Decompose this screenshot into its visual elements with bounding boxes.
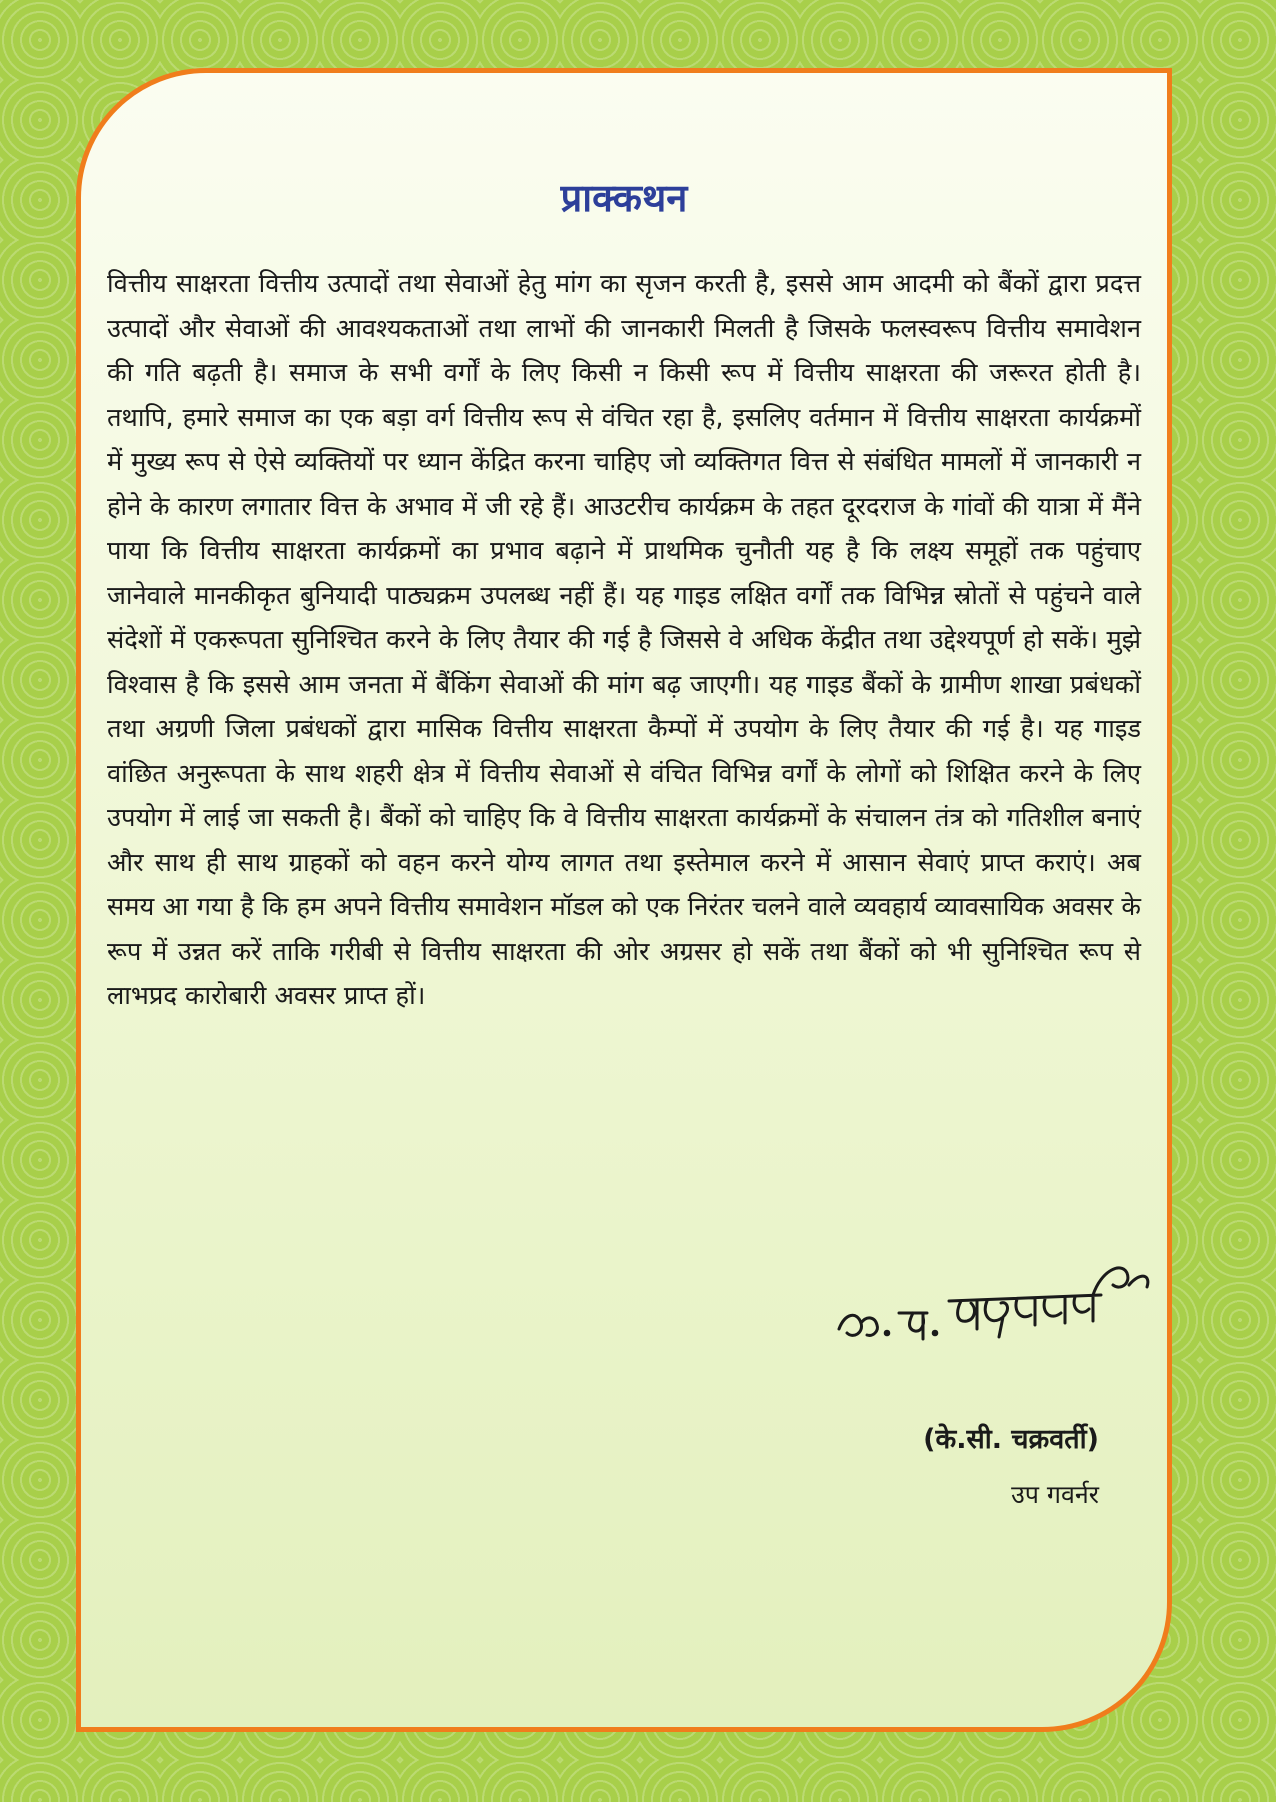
signatory-title: उप गवर्नर: [1011, 1480, 1099, 1509]
foreword-card: [76, 68, 1172, 1732]
page-title: प्राक्कथन: [560, 176, 688, 220]
foreword-body: वित्तीय साक्षरता वित्तीय उत्पादों तथा सेवाओं हेतु मांग का सृजन करती है, इससे आम आदमी को बैंकों द्वारा प्रदत्त उत्पादों और सेवाओं की आवश्यकताओं तथा लाभों की जानकारी मिलती है जिसके फलस्वरूप वित्तीय समावेशन की गति बढ़ती है। समाज के सभी वर्गों के लिए किसी न किसी रूप में वित्तीय साक्षरता की जरूरत होती है। तथापि, हमारे समाज का एक बड़ा वर्ग वित्तीय रूप से वंचित रहा है, इसलिए वर्तमान में वित्तीय साक्षरता कार्यक्रमों में मुख्य रूप से ऐसे व्यक्तियों पर ध्यान केंद्रित करना चाहिए जो व्यक्तिगत वित्त से संबंधित मामलों में जानकारी न होने के कारण लगातार वित्त के अभाव में जी रहे हैं। आउटरीच कार्यक्रम के तहत दूरदराज के गांवों की यात्रा में मैंने पाया कि वित्तीय साक्षरता कार्यक्रमों का प्रभाव बढ़ाने में प्राथमिक चुनौती यह है कि लक्ष्य समूहों तक पहुंचाए जानेवाले मानकीकृत बुनियादी पाठ्यक्रम उपलब्ध नहीं हैं। यह गाइड लक्षित वर्गों तक विभिन्न स्रोतों से पहुंचने वाले संदेशों में एकरूपता सुनिश्चित करने के लिए तैयार की गई है जिससे वे अधिक केंद्रीत तथा उद्देश्यपूर्ण हो सकें। मुझे विश्वास है कि इससे आम जनता में बैंकिंग सेवाओं की मांग बढ़ जाएगी। यह गाइड बैंकों के ग्रामीण शाखा प्रबंधकों तथा अग्रणी जिला प्रबंधकों द्वारा मासिक वित्तीय साक्षरता कैम्पों में उपयोग के लिए तैयार की गई है। यह गाइड वांछित अनुरूपता के साथ शहरी क्षेत्र में वित्तीय सेवाओं से वंचित विभिन्न वर्गों के लोगों को शिक्षित करने के लिए उपयोग में लाई जा सकती है। बैंकों को चाहिए कि वे वित्तीय साक्षरता कार्यक्रमों के संचालन तंत्र को गतिशील बनाएं और साथ ही साथ ग्राहकों को वहन करने योग्य लागत तथा इस्तेमाल करने में आसान सेवाएं प्राप्त कराएं। अब समय आ गया है कि हम अपने वित्तीय समावेशन मॉडल को एक निरंतर चलने वाले व्यवहार्य व्यावसायिक अवसर के रूप में उन्नत करें ताकि गरीबी से वित्तीय साक्षरता की ओर अग्रसर हो सकें तथा बैंकों को भी सुनिश्चित रूप से लाभप्रद कारोबारी अवसर प्राप्त हों।: [107, 269, 1141, 1011]
signatory-name: (के.सी. चक्रवर्ती): [923, 1424, 1099, 1455]
handwritten-signature: [831, 1251, 1171, 1361]
